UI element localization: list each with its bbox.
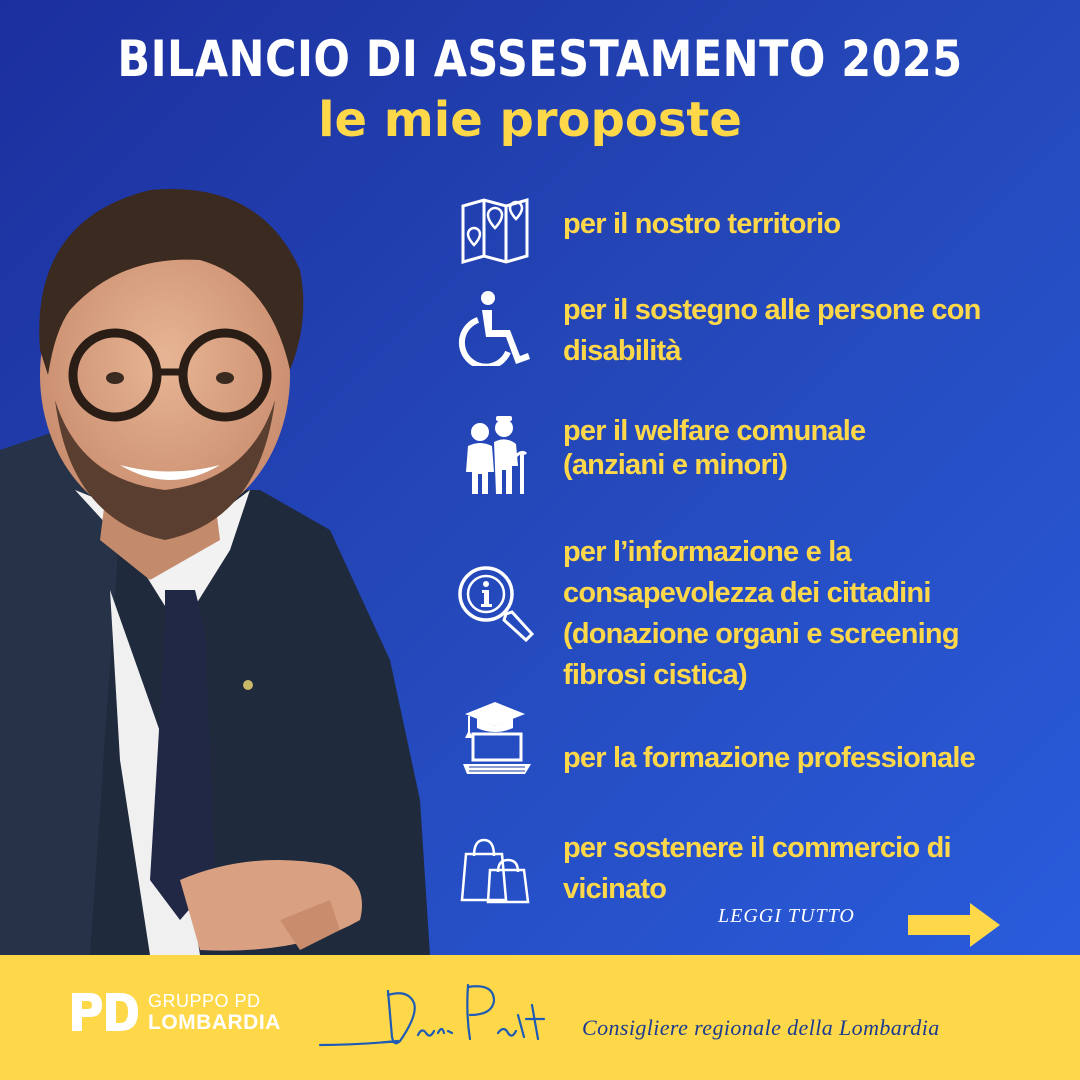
map-pins-icon	[460, 196, 530, 266]
proposal-item	[445, 414, 1075, 496]
logo-text-line2: LOMBARDIA	[148, 1011, 281, 1034]
elderly-couple-icon	[460, 414, 530, 496]
proposal-line: (donazione organi e screening	[563, 618, 959, 650]
portrait-photo	[0, 160, 440, 955]
role-caption: Consigliere regionale della Lombardia	[582, 1015, 940, 1040]
proposal-item	[445, 288, 1075, 370]
proposal-line: per il welfare comunale	[563, 415, 866, 447]
proposal-line: consapevolezza dei cittadini	[563, 577, 931, 609]
proposal-line: fibrosi cistica)	[563, 659, 747, 691]
proposal-line: per il sostegno alle persone con	[563, 294, 981, 326]
logo-text-line1: GRUPPO PD	[148, 991, 261, 1011]
proposal-line: disabilità	[563, 335, 681, 367]
page-subtitle: le mie proposte	[318, 92, 742, 148]
proposal-line: (anziani e minori)	[563, 449, 788, 481]
party-logo	[72, 991, 302, 1041]
footer-bar	[0, 955, 1080, 1080]
read-more-link[interactable]: LEGGI TUTTO	[718, 905, 855, 927]
shopping-bags-icon	[460, 834, 530, 904]
proposal-item	[445, 196, 1075, 266]
handwritten-signature	[318, 975, 558, 1055]
proposal-item	[445, 532, 1075, 704]
proposal-line: vicinato	[563, 873, 667, 905]
proposal-line: per la formazione professionale	[563, 742, 975, 774]
arrow-right-icon[interactable]	[908, 903, 1002, 947]
proposal-item	[445, 826, 1075, 908]
proposal-line: per sostenere il commercio di	[563, 832, 951, 864]
proposal-line: per l’informazione e la	[563, 536, 851, 568]
proposal-line: per il nostro territorio	[563, 208, 841, 240]
wheelchair-icon	[458, 290, 532, 366]
info-magnifier-icon	[456, 564, 534, 644]
pd-logo-mark	[72, 991, 142, 1033]
graduation-laptop-icon	[455, 700, 535, 778]
page-title: BILANCIO DI ASSESTAMENTO 2025	[117, 30, 963, 88]
proposal-item	[445, 700, 1075, 780]
